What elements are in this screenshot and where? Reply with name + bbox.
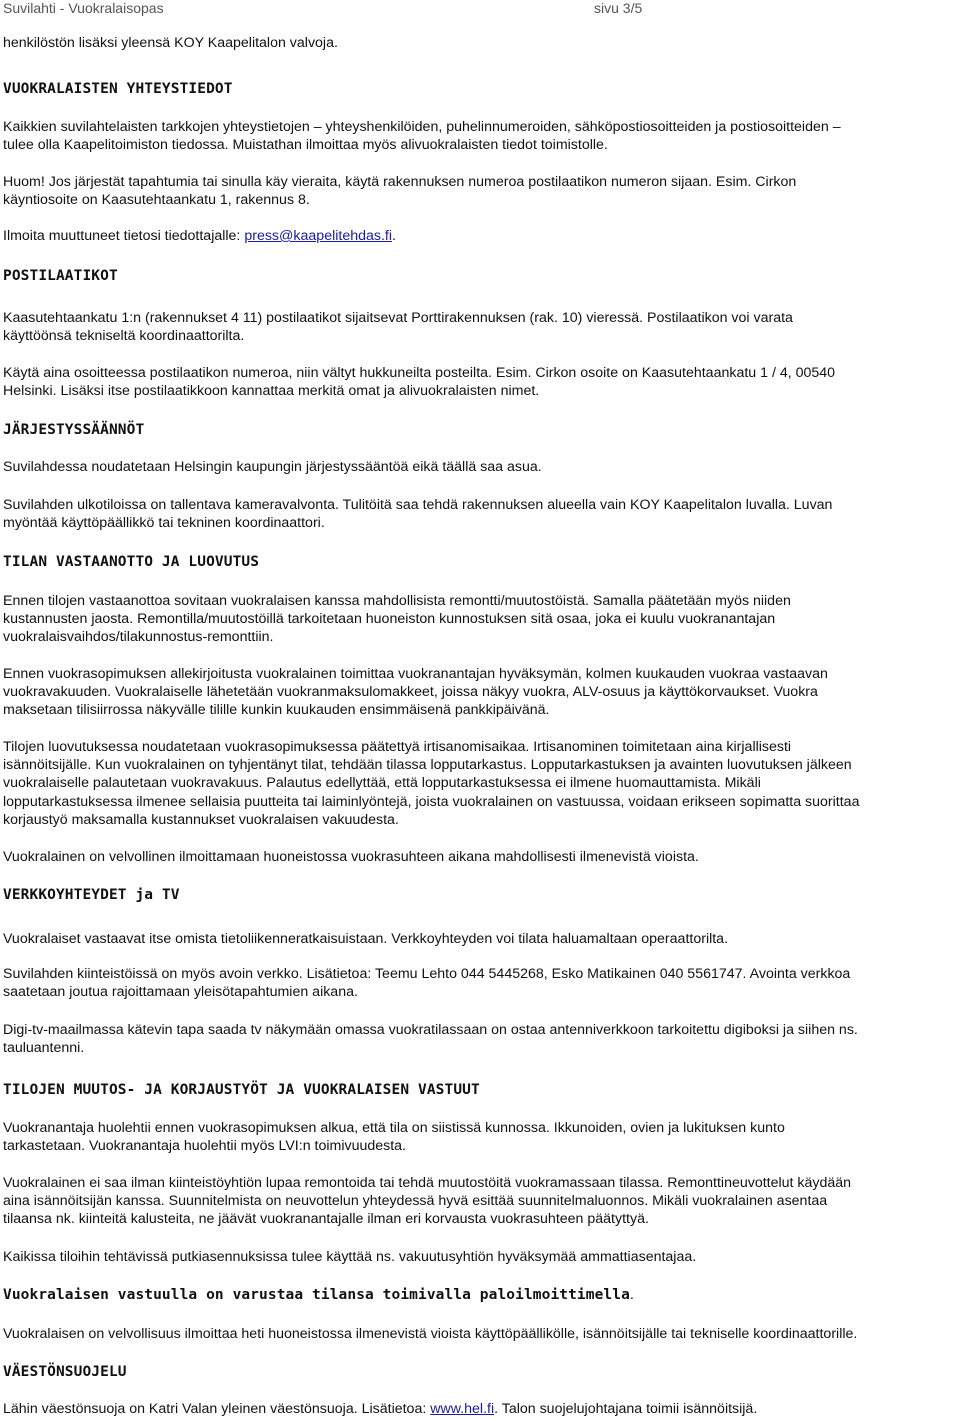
heading-tilan-vastaanotto: TILAN VASTAANOTTO JA LUOVUTUS bbox=[3, 554, 260, 570]
heading-postilaatikot: POSTILAATIKOT bbox=[3, 268, 118, 284]
press-email-link[interactable]: press@kaapelitehdas.fi bbox=[244, 228, 393, 244]
paragraph-tilan-3: Tilojen luovutuksessa noudatetaan vuokrasopimuksessa päätettyä irtisanomisaikaa. Irtisanominen toimitetaan aina kirjallisesti isännöitsijälle. Kun vuokralainen on tyhjentänyt tilat, tehdään tilassa lopputarkastus. Lopputarkastuksen ja avainten luovutuksen jälkeen vuokralaiselle palautetaan vuokravakuus. Palautus edellyttää, että lopputarkastuksessa ei ilmene huomauttamista. Mikäli lopputarkastuksessa ilmenee sellaisia puutteita tai laiminlyöntejä, joista vuokralainen on vastuussa, voidaan erikseen sopimatta suorittaa korjaustyö maksamalla kustannukset vuokralaisen vakuudesta. bbox=[3, 739, 860, 828]
paragraph-postilaatikot-2: Käytä aina osoitteessa postilaatikon numeroa, niin vältyt hukkuneilta posteilta. Esim. Cirkon osoite on Kaasutehtaankatu 1 / 4, 00540 Helsinki. Lisäksi itse postilaatikkoon kannattaa merkitä omat ja alivuokralaisten nimet. bbox=[3, 365, 836, 400]
paragraph-huom: Huom! Jos järjestät tapahtumia tai sinulla käy vieraita, käytä rakennuksen numeroa postilaatikon numeron sijaan. Esim. Cirkon käyntiosoite on Kaasutehtaankatu 1, rakennus 8. bbox=[3, 174, 797, 209]
paragraph-verkko-2: Suvilahden kiinteistöissä on myös avoin verkko. Lisätietoa: Teemu Lehto 044 5445268, Esko Matikainen 040 5561747. Avointa verkkoa saatetaan joutua rajoittamaan yleisötapahtumien aikana. bbox=[3, 966, 851, 1001]
paragraph-muutos-2: Vuokralainen ei saa ilman kiinteistöyhtiön lupaa remontoida tai tehdä muutostöitä vuokramassaan tilassa. Remonttineuvottelut käydään aina isännöitsijän kanssa. Suunnitelmista on neuvottelun yhteydessä hyvä esittää suunnitelmaluonnos. Mikäli vuokralainen asentaa tilaansa nk. kiinteitä kalusteita, ne jäävät vuokranantajalle ilman eri korvausta vuokrasuhteen päätyttyä. bbox=[3, 1175, 852, 1228]
paragraph-jarjestys-1: Suvilahdessa noudatetaan Helsingin kaupungin järjestyssääntöä eikä täällä saa asua. bbox=[3, 459, 542, 475]
paragraph-tilan-4: Vuokralainen on velvollinen ilmoittamaan huoneistossa vuokrasuhteen aikana mahdollisesti ilmenevistä vioista. bbox=[3, 849, 699, 865]
paragraph-tilan-1: Ennen tilojen vastaanottoa sovitaan vuokralaisen kanssa mahdollisista remontti/muutostöistä. Samalla päätetään myös niiden kustannusten jaosta. Remontilla/muutostöillä tarkoitetaan huoneiston kunnostuksen sitä osaa, joka ei kuulu vuokranantajan vuokralaisvaihdos/tilakunnostus-remonttiin. bbox=[3, 593, 791, 646]
paragraph-verkko-3: Digi-tv-maailmassa kätevin tapa saada tv näkymään omassa vuokratilassaan on ostaa antenniverkkoon tarkoitettu digiboksi ja siihen ns. tauluantenni. bbox=[3, 1022, 858, 1057]
header-title: Suvilahti - Vuokralaisopas bbox=[3, 0, 164, 16]
paragraph-postilaatikot-1: Kaasutehtaankatu 1:n (rakennukset 4 11) postilaatikot sijaitsevat Porttirakennuksen (rak. 10) vieressä. Postilaatikon voi varata käyttöönsä tekniseltä koordinaattorilta. bbox=[3, 310, 793, 345]
paragraph-vastuu: Vuokralaisen on velvollisuus ilmoittaa heti huoneistossa ilmenevistä vioista käyttöpäällikölle, isännöitsijälle tai tekniselle koordinaattorille. bbox=[3, 1326, 858, 1342]
header-page-number: sivu 3/5 bbox=[594, 0, 643, 16]
heading-vaestonsuojelu: VÄESTÖNSUOJELU bbox=[3, 1364, 127, 1380]
hel-fi-link[interactable]: www.hel.fi bbox=[430, 1401, 495, 1417]
paragraph-muutos-3: Kaikissa tiloihin tehtävissä putkiasennuksissa tulee käyttää ns. vakuutusyhtiön hyväksymää ammattiasentajaa. bbox=[3, 1249, 697, 1265]
paragraph-intro-tail: henkilöstön lisäksi yleensä KOY Kaapelitalon valvoja. bbox=[3, 35, 338, 51]
heading-tilojen-muutos: TILOJEN MUUTOS- JA KORJAUSTYÖT JA VUOKRALAISEN VASTUUT bbox=[3, 1082, 480, 1098]
heading-jarjestyssaannot: JÄRJESTYSSÄÄNNÖT bbox=[3, 422, 145, 438]
heading-verkkoyhteydet: VERKKOYHTEYDET ja TV bbox=[3, 887, 180, 903]
paragraph-yhteystiedot: Kaikkien suvilahtelaisten tarkkojen yhteystietojen – yhteyshenkilöiden, puhelinnumeroiden, sähköpostiosoitteiden ja postiosoitteiden – tulee olla Kaapelitoimiston tiedossa. Muistathan ilmoittaa myös alivuokralaisten tiedot toimistolle. bbox=[3, 119, 841, 154]
paragraph-verkko-1: Vuokralaiset vastaavat itse omista tietoliikenneratkaisuistaan. Verkkoyhteyden voi tilata haluamaltaan operaattorilta. bbox=[3, 931, 729, 947]
paragraph-jarjestys-2: Suvilahden ulkotiloissa on tallentava kameravalvonta. Tulitöitä saa tehdä rakennuksen alueella vain KOY Kaapelitalon luvalla. Luvan myöntää käyttöpäällikkö tai tekninen koordinaattori. bbox=[3, 497, 833, 532]
paragraph-muutos-1: Vuokranantaja huolehtii ennen vuokrasopimuksen alkua, että tila on siistissä kunnossa. Ikkunoiden, ovien ja lukituksen kunto tarkastetaan. Vuokranantaja huolehtii myös LVI:n toimivuudesta. bbox=[3, 1120, 785, 1155]
paragraph-tilan-2: Ennen vuokrasopimuksen allekirjoitusta vuokralainen toimittaa vuokranantajan hyväksymän, kolmen kuukauden vuokraa vastaavan vuokravakuuden. Vuokralaiselle lähetetään vuokranmaksulomakkeet, joissa näkyy vuokra, ALV-osuus ja käyttökorvaukset. Vuokra maksetaan tilisiirrossa näkyvälle tilille kunkin kuukauden ensimmäisenä pankkipäivänä. bbox=[3, 666, 828, 719]
paragraph-ilmoita: Ilmoita muuttuneet tietosi tiedottajalle: press@kaapelitehdas.fi. bbox=[3, 228, 396, 244]
paragraph-vaestonsuojelu: Lähin väestönsuoja on Katri Valan yleinen väestönsuoja. Lisätietoa: www.hel.fi. Talon suojelujohtajana toimii isännöitsijä. bbox=[3, 1401, 758, 1417]
heading-vuokralaisen-vastuu: Vuokralaisen vastuulla on varustaa tilansa toimivalla paloilmoittimella. bbox=[3, 1287, 635, 1303]
heading-yhteystiedot: VUOKRALAISTEN YHTEYSTIEDOT bbox=[3, 81, 233, 97]
